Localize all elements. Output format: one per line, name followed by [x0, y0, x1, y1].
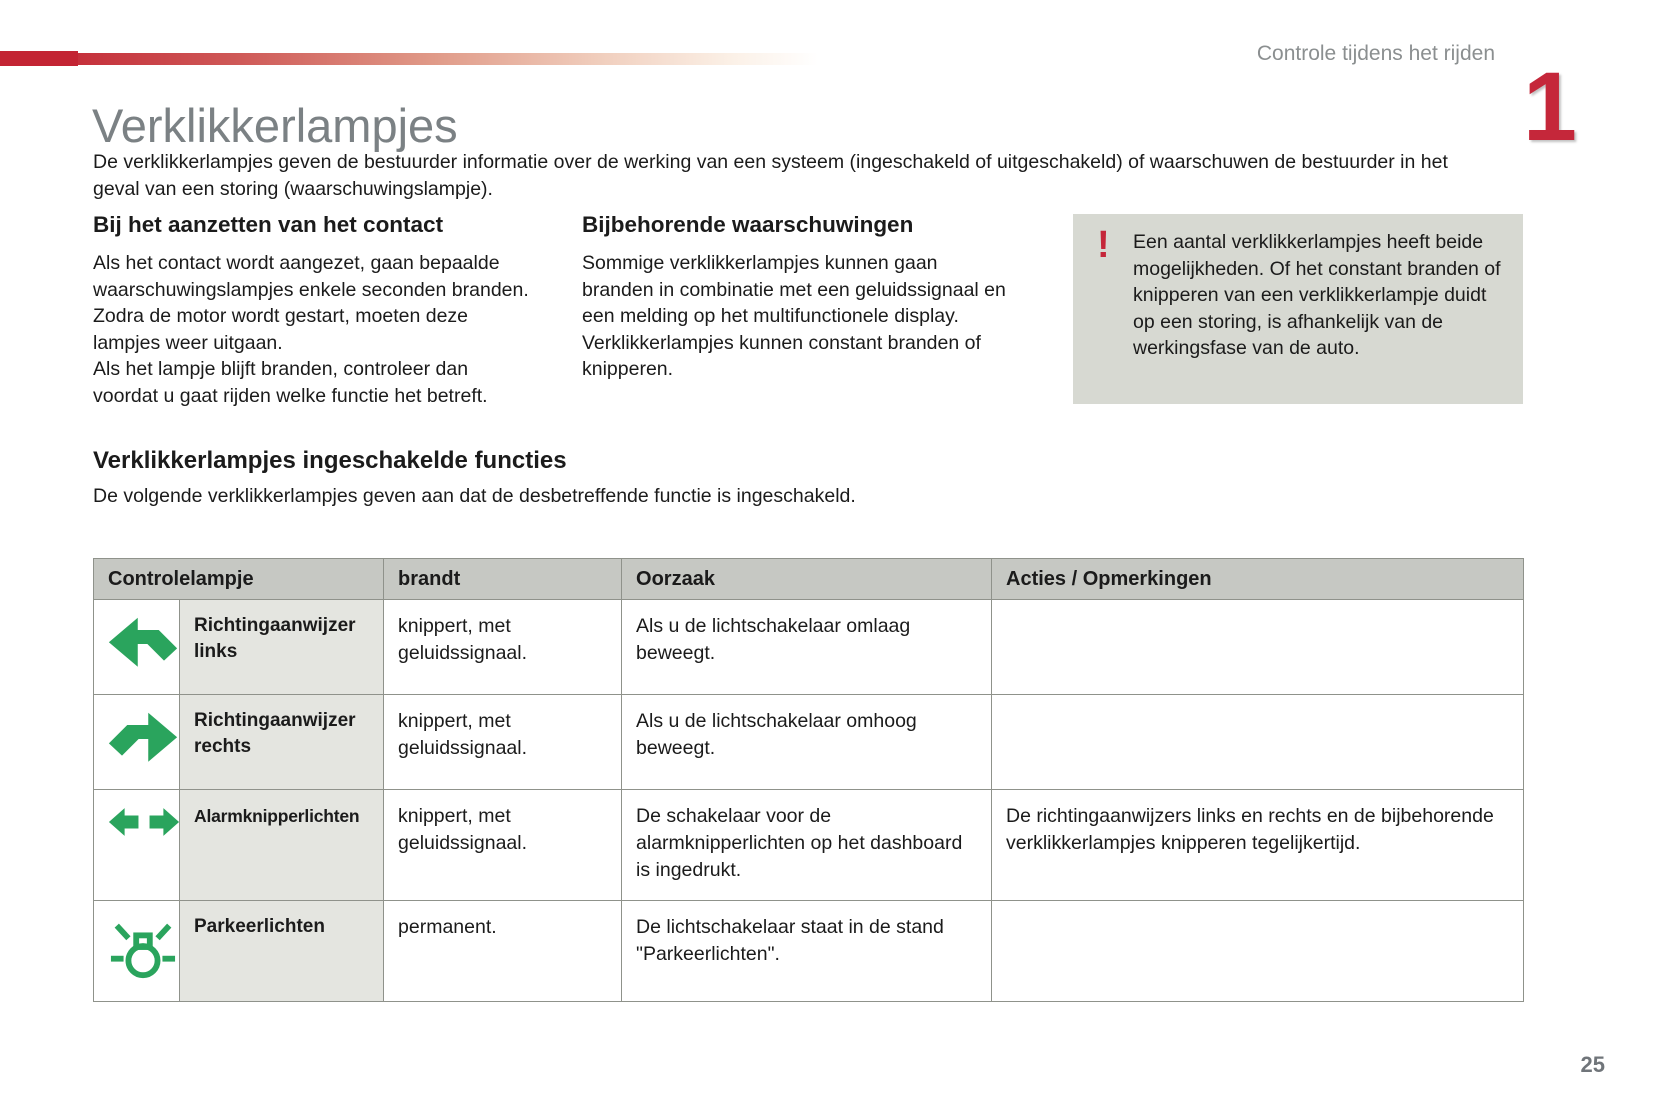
telltale-label: Richtingaanwijzer rechts [180, 695, 384, 790]
heading-warnings: Bijbehorende waarschuwingen [582, 212, 914, 237]
column-header-acties: Acties / Opmerkingen [992, 559, 1524, 600]
column-header-oorzaak: Oorzaak [622, 559, 992, 600]
telltale-oorzaak: Als u de lichtschakelaar omhoog beweegt. [622, 695, 992, 790]
page-title: Verklikkerlampjes [92, 99, 458, 152]
table-row-parking-lights [94, 901, 1524, 1002]
telltale-acties: De richtingaanwijzers links en rechts en de bijbehorende verklikkerlampjes knipperen tegelijkertijd. [992, 790, 1524, 901]
telltale-oorzaak: De lichtschakelaar staat in de stand "Parkeerlichten". [622, 901, 992, 1002]
exclamation-icon: ! [1097, 224, 1110, 266]
telltale-label: Richtingaanwijzer links [180, 600, 384, 695]
turn-left-arrow-icon [94, 600, 180, 695]
telltale-oorzaak: De schakelaar voor de alarmknipperlichten op het dashboard is ingedrukt. [622, 790, 992, 901]
heading-contact: Bij het aanzetten van het contact [93, 212, 444, 237]
telltale-table [93, 558, 1524, 1002]
telltale-brandt: knippert, met geluidssignaal. [384, 790, 622, 901]
telltale-acties [992, 600, 1524, 695]
page-number: 25 [1580, 1052, 1605, 1077]
table-row-turn-left [94, 600, 1524, 695]
contact-paragraph-3: Als het lampje blijft branden, controleer dan voordat u gaat rijden welke functie het betreft. [93, 358, 488, 407]
telltale-brandt: knippert, met geluidssignaal. [384, 600, 622, 695]
telltale-brandt: permanent. [384, 901, 622, 1002]
column-header-brandt: brandt [384, 559, 622, 600]
table-header-row [94, 559, 1524, 600]
important-note-box [1073, 214, 1523, 404]
hazard-arrows-icon [94, 790, 180, 901]
top-rule-gradient [78, 53, 818, 65]
telltale-oorzaak: Als u de lichtschakelaar omlaag beweegt. [622, 600, 992, 695]
contact-paragraph-2: Zodra de motor wordt gestart, moeten deze lampjes weer uitgaan. [93, 305, 469, 354]
turn-right-arrow-icon [94, 695, 180, 790]
warnings-text: Sommige verklikkerlampjes kunnen gaan branden in combinatie met een geluidssignaal en een melding op het multifunctionele display. Verklikkerlampjes kunnen constant branden of knipperen. [582, 252, 1006, 380]
telltale-acties [992, 695, 1524, 790]
note-text: Een aantal verklikkerlampjes heeft beide mogelijkheden. Of het constant branden of knipperen van een verklikkerlampje duidt op een storing, is afhankelijk van de werkingsfase van de auto. [1133, 231, 1501, 359]
telltale-label: Alarmknipperlichten [180, 790, 384, 901]
telltale-acties [992, 901, 1524, 1002]
top-rule-solid [0, 51, 78, 66]
heading-enabled-functions: Verklikkerlampjes ingeschakelde functies [93, 447, 567, 474]
intro-paragraph: De verklikkerlampjes geven de bestuurder informatie over de werking van een systeem (ingeschakeld of uitgeschakeld) of waarschuwen de bestuurder in het geval van een storing (waarschuwingslampje). [93, 151, 1448, 200]
chapter-number: 1 [1523, 52, 1577, 161]
table-row-turn-right [94, 695, 1524, 790]
column-header-controlelampje: Controlelampje [94, 559, 384, 600]
enabled-functions-intro: De volgende verklikkerlampjes geven aan dat de desbetreffende functie is ingeschakeld. [93, 485, 856, 507]
contact-text [93, 250, 533, 409]
table-row-hazard [94, 790, 1524, 901]
parking-lights-icon [94, 901, 180, 1002]
telltale-label: Parkeerlichten [180, 901, 384, 1002]
telltale-brandt: knippert, met geluidssignaal. [384, 695, 622, 790]
contact-paragraph-1: Als het contact wordt aangezet, gaan bepaalde waarschuwingslampjes enkele seconden branden. [93, 252, 529, 301]
running-header: Controle tijdens het rijden [1256, 42, 1495, 65]
